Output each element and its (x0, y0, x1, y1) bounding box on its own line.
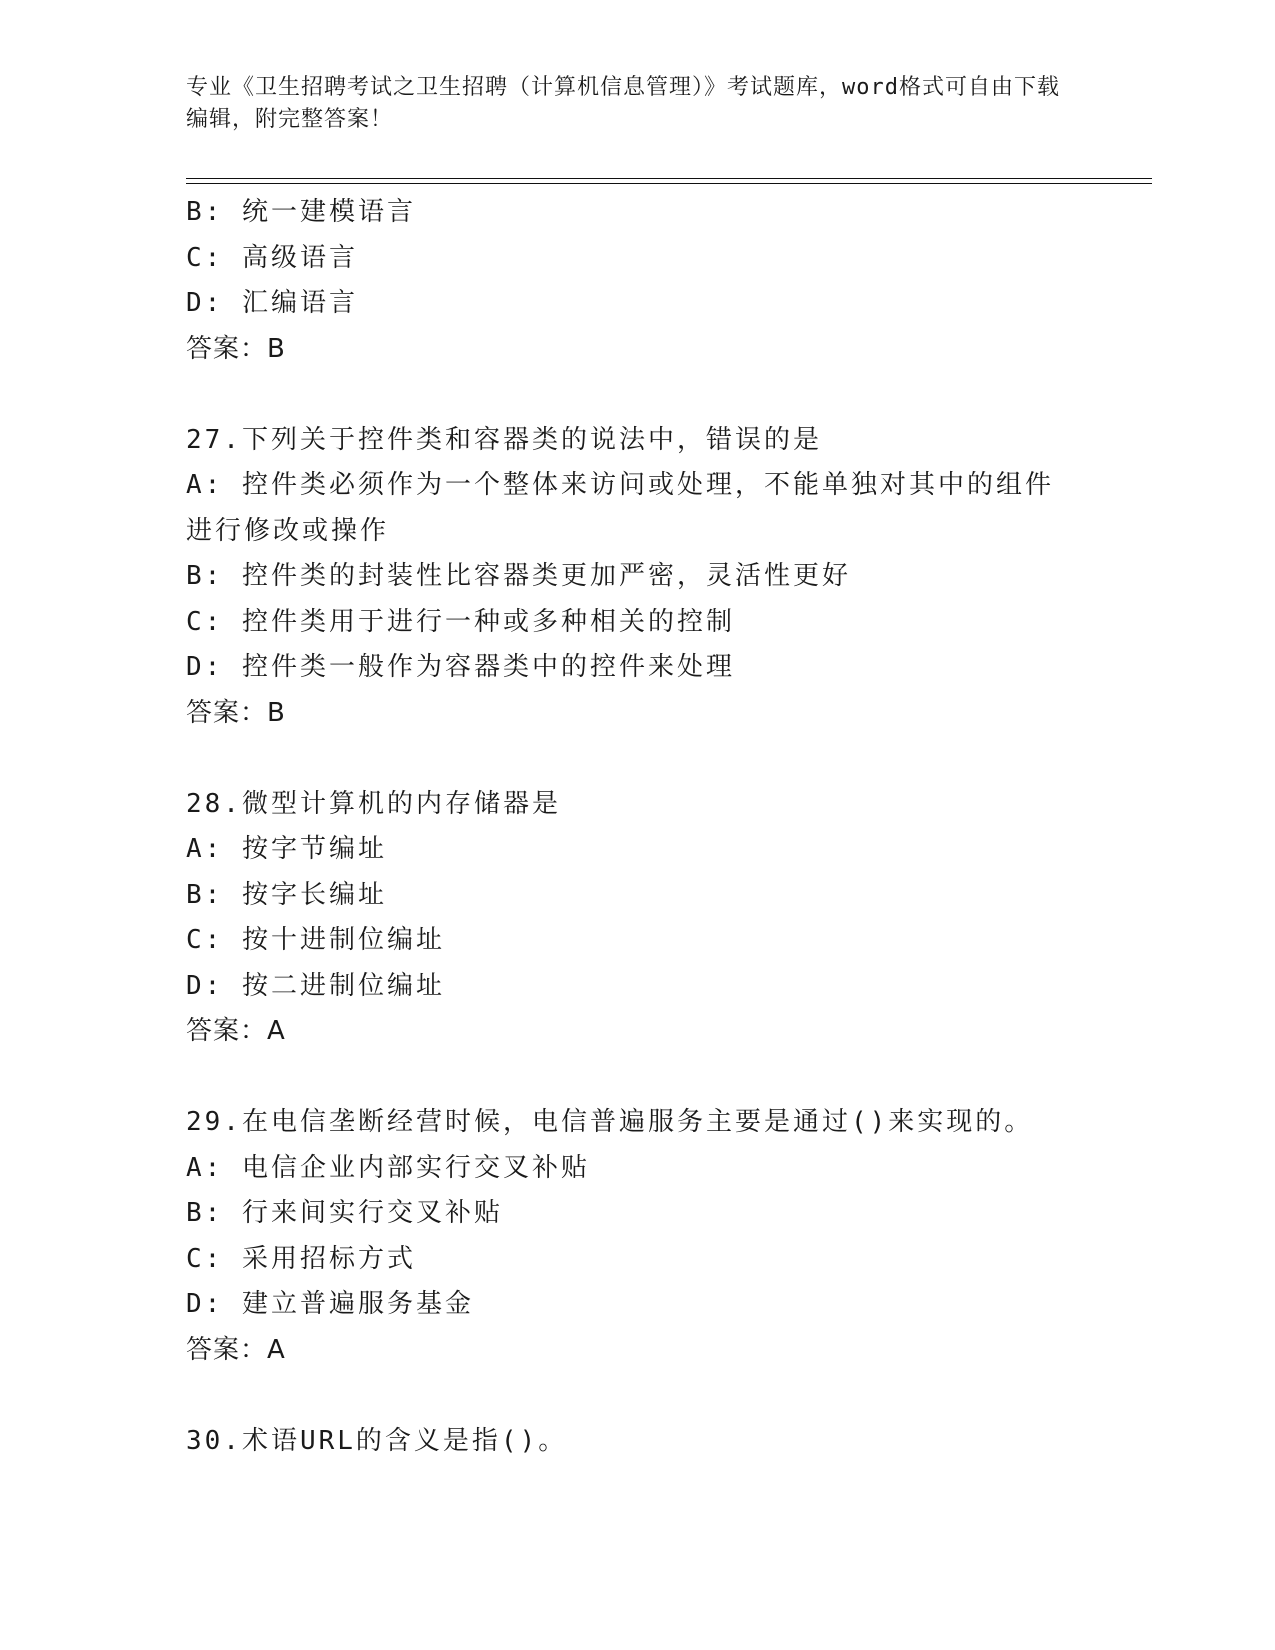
document-header: 专业《卫生招聘考试之卫生招聘（计算机信息管理）》考试题库，word格式可自由下载编辑，附完整答案！ (186, 75, 1060, 132)
question-26-continued (186, 190, 1086, 372)
question-list (186, 190, 1086, 1464)
option-a: A: 控件类必须作为一个整体来访问或处理，不能单独对其中的组件进行修改或操作 (186, 470, 1054, 546)
option-d: D: 按二进制位编址 (186, 970, 445, 1001)
option-c: C: 高级语言 (186, 242, 358, 273)
question-29 (186, 1100, 1086, 1373)
option-d: D: 建立普遍服务基金 (186, 1289, 474, 1319)
header-rule-top (186, 178, 1152, 179)
question-stem: 28.微型计算机的内存储器是 (186, 788, 561, 819)
answer: 答案：B (186, 333, 286, 364)
option-b: B: 行来间实行交叉补贴 (186, 1198, 503, 1228)
header-rule-bottom (186, 183, 1152, 184)
option-d: D: 汇编语言 (186, 288, 358, 318)
option-a: A: 电信企业内部实行交叉补贴 (186, 1152, 590, 1183)
question-stem: 30.术语URL的含义是指()。 (186, 1425, 568, 1456)
question-stem: 27.下列关于控件类和容器类的说法中，错误的是 (186, 424, 822, 455)
answer: 答案：A (186, 1334, 286, 1365)
option-b: B: 按字长编址 (186, 879, 387, 910)
option-c: C: 采用招标方式 (186, 1243, 416, 1274)
answer: 答案：A (186, 1016, 286, 1046)
option-b: B: 控件类的封装性比容器类更加严密，灵活性更好 (186, 561, 851, 591)
option-b: B: 统一建模语言 (186, 197, 416, 227)
question-stem: 29.在电信垄断经营时候，电信普遍服务主要是通过()来实现的。 (186, 1107, 1034, 1137)
question-30 (186, 1419, 1086, 1465)
question-27 (186, 418, 1086, 737)
question-28 (186, 782, 1086, 1055)
option-c: C: 按十进制位编址 (186, 925, 445, 955)
option-a: A: 按字节编址 (186, 834, 387, 864)
option-c: C: 控件类用于进行一种或多种相关的控制 (186, 606, 735, 637)
option-d: D: 控件类一般作为容器类中的控件来处理 (186, 652, 735, 682)
answer: 答案：B (186, 697, 286, 728)
